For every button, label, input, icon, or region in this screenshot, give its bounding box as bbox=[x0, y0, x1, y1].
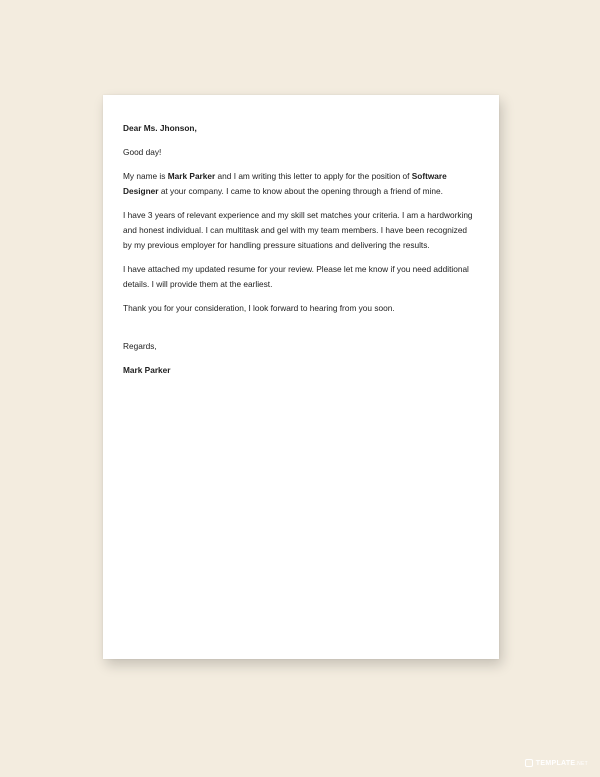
paragraph-thanks: Thank you for your consideration, I look forward to hearing from you soon. bbox=[123, 303, 395, 313]
greeting: Good day! bbox=[123, 147, 162, 157]
template-logo-icon bbox=[525, 759, 533, 767]
paragraph-resume: I have attached my updated resume for your review. Please let me know if you need additional details. I will provide them at the earliest. bbox=[123, 264, 469, 289]
paragraph-intro: My name is Mark Parker and I am writing this letter to apply for the position of Software Designer at your company. I came to know about the opening through a friend of mine. bbox=[123, 171, 447, 196]
template-net-watermark: TEMPLATE.NET bbox=[525, 759, 588, 767]
letter-body bbox=[123, 121, 477, 387]
signature: Mark Parker bbox=[123, 365, 171, 375]
closing: Regards, bbox=[123, 341, 157, 351]
applicant-name: Mark Parker bbox=[167, 171, 216, 181]
paragraph-experience: I have 3 years of relevant experience and my skill set matches your criteria. I am a hardworking and honest individual. I can multitask and gel with my team members. I have been recognized by my previous employer for handling pressure situations and delivering the results. bbox=[123, 210, 473, 250]
salutation: Dear Ms. Jhonson, bbox=[123, 123, 197, 133]
position-title: Software Designer bbox=[123, 171, 447, 196]
letter-page bbox=[103, 95, 499, 659]
